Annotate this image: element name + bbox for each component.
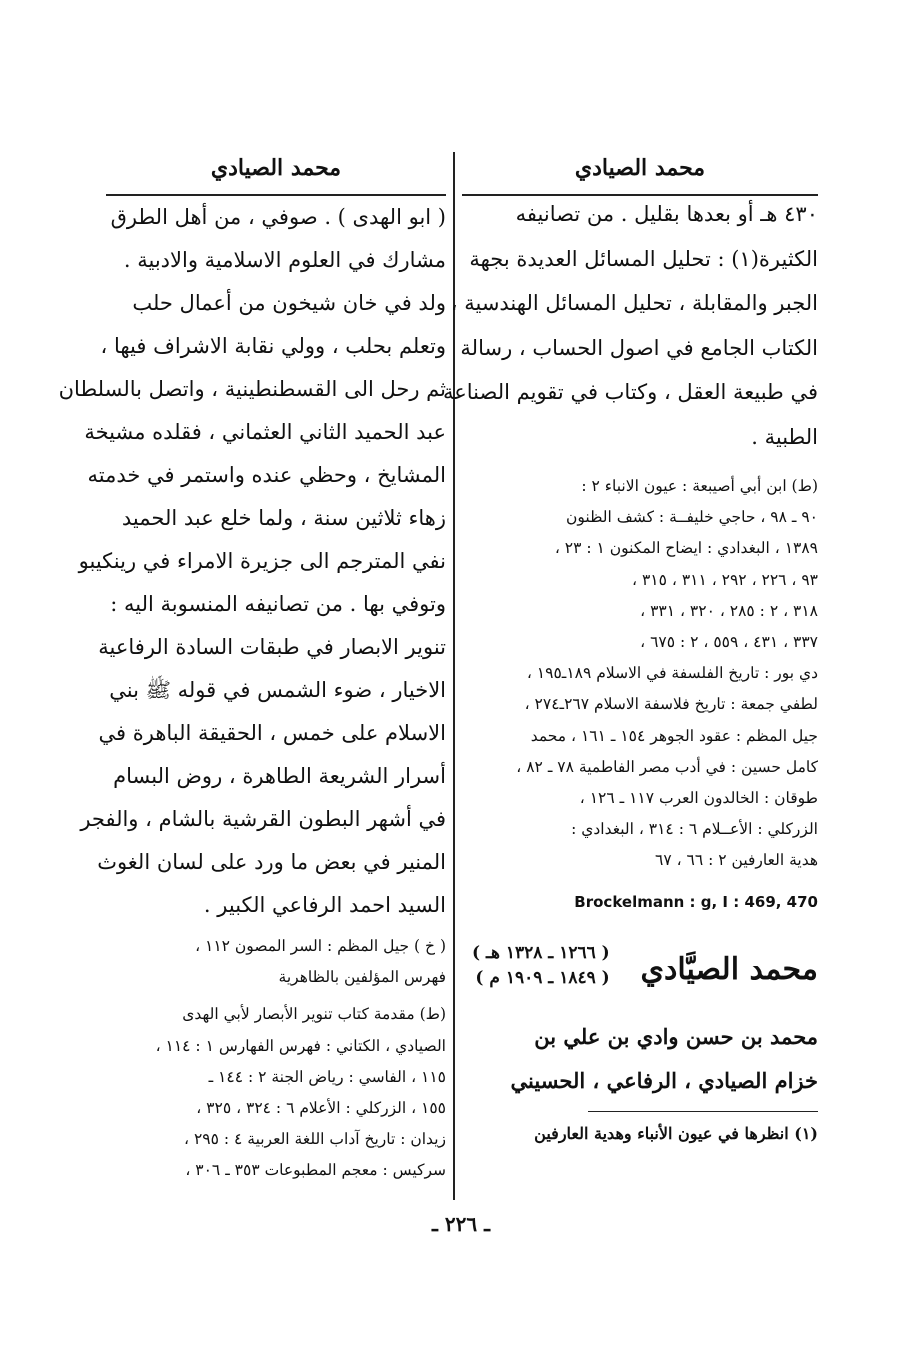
text-line: محمد بن حسن وادي بن علي بن [534,1023,818,1049]
text-line: الكتاب الجامع في اصول الحساب ، رسالة [460,335,818,360]
entry-dates [472,941,610,991]
text-line: ثم رحل الى القسطنطينية ، واتصل بالسلطان [58,377,446,401]
text-line: في طبيعة العقل ، وكتاب في تقويم الصناعة [442,380,818,404]
text-line: الكثيرة(١) : تحليل المسائل العديدة بجهة [469,246,818,271]
gregorian-dates: ( ١٨٤٩ ـ ١٩٠٩ م ) [475,967,610,988]
text-line: وتعلم بحلب ، وولي نقابة الاشراف فيها ، [100,334,446,358]
text-line: الاخيار ، ضوء الشمس في قوله ﷺ بني [109,678,446,702]
ref-line: ٣١٨ ، ٢ : ٢٨٥ ، ٣٢٠ ، ٣٣١ ، [640,601,818,620]
ref-line: كامل حسين : في أدب مصر الفاطمية ٧٨ ـ ٨٢ ، [516,757,818,776]
ref-line: دي بور : تاريخ الفلسفة في الاسلام ١٨٩ـ١٩٥ ، [526,664,818,683]
ref-line: طوقان : الخالدون العرب ١١٧ ـ ١٢٦ ، [579,789,818,808]
text-line: ( ابو الهدى ) . صوفي ، من أهل الطرق [110,205,446,229]
ref-line: الصيادي ، الكتاني : فهرس الفهارس ١ : ١١٤ ، [155,1036,446,1055]
ref-line: ١٥٥ ، الزركلي : الأعلام ٦ : ٣٢٤ ، ٣٢٥ ، [196,1099,446,1118]
right-references [462,471,818,877]
footnote-rule [588,1111,818,1112]
text-line: نفي المترجم الى جزيرة الامراء في رينكيبو [78,549,446,573]
page-number: ـ ٢٢٦ ـ [432,1212,490,1236]
ref-line: ( خ ) جيل المظم : السر المصون ١١٢ ، [195,937,446,955]
text-line: أسرار الشريعة الطاهرة ، روض البسام [113,764,446,788]
new-entry-heading [462,939,818,1013]
ref-line: (ط) ابن أبي أصيبعة : عيون الانباء ٢ : [581,477,818,495]
right-entry-text [442,192,818,459]
new-entry-text [462,1015,818,1103]
text-line: وتوفي بها . من تصانيفه المنسوبة اليه : [110,592,446,616]
right-running-header: محمد الصيادي [574,155,706,181]
ref-line: ٣٣٧ ، ٤٣١ ، ٥٥٩ ، ٢ : ٦٧٥ ، [640,633,818,652]
left-entry-text [58,196,446,927]
text-line: ولد في خان شيخون من أعمال حلب [132,291,446,315]
text-line: المنير في بعض ما ورد على لسان الغوث [97,850,446,874]
text-line: في أشهر البطون القرشية بالشام ، والفجر [80,807,446,831]
footnote: (١) انظرها في عيون الأنباء وهدية العارفين [534,1123,818,1143]
text-line: ٤٣٠ هـ أو بعدها بقليل . من تصانيفه [515,202,818,226]
ref-line: زيدان : تاريخ آداب اللغة العربية ٤ : ٢٩٥ ، [184,1130,446,1149]
text-line: عبد الحميد الثاني العثماني ، فقلده مشيخة [84,420,446,444]
entry-name: محمد الصيَّادي [640,951,818,987]
latin-reference: Brockelmann : g, I : 469, 470 [574,892,818,911]
right-column [442,148,818,1150]
hijri-dates: ( ١٢٦٦ ـ ١٣٢٨ هـ ) [472,942,610,963]
ref-line: الزركلي : الأعــلام ٦ : ٣١٤ ، البغدادي : [571,820,818,839]
text-line: الاسلام على خمس ، الحقيقة الباهرة في [98,721,446,745]
text-line: تنوير الابصار في طبقات السادة الرفاعية [98,635,446,659]
ref-line: فهرس المؤلفين بالظاهرية [278,968,446,987]
text-line: زهاء ثلاثين سنة ، ولما خلع عبد الحميد [121,506,446,530]
left-running-header: محمد الصيادي [210,155,342,181]
text-line: الطبية . [751,424,818,449]
left-printed-refs [106,999,446,1186]
ref-line: (ط) مقدمة كتاب تنوير الأبصار لأبي الهدى [182,1005,446,1024]
ref-line: جيل المظم : عقود الجوهر ١٥٤ ـ ١٦١ ، محمد [530,726,818,745]
left-manuscript-refs [106,931,446,993]
ref-line: هدية العارفين ٢ : ٦٦ ، ٦٧ [655,851,818,870]
ref-line: سركيس : معجم المطبوعات ٣٥٣ ـ ٣٠٦ ، [185,1161,446,1180]
text-line: خزام الصيادي ، الرفاعي ، الحسيني [510,1067,818,1093]
text-line: مشارك في العلوم الاسلامية والادبية . [123,248,446,272]
left-column [58,148,446,1187]
text-line: المشايخ ، وحظي عنده واستمر في خدمته [87,463,446,487]
ref-line: ١١٥ ، الفاسي : رياض الجنة ٢ : ١٤٤ ـ [208,1067,446,1086]
ref-line: ٩٣ ، ٢٢٦ ، ٢٩٢ ، ٣١١ ، ٣١٥ ، [632,570,818,589]
text-line: الجبر والمقابلة ، تحليل المسائل الهندسية ، [450,291,818,315]
text-line: السيد احمد الرفاعي الكبير . [203,893,446,917]
ref-line: ١٣٨٩ ، البغدادي : ايضاح المكنون ١ : ٢٣ ، [554,539,818,558]
ref-line: لطفي جمعة : تاريخ فلاسفة الاسلام ٢٦٧ـ٢٧٤ ، [524,695,818,714]
ref-line: ٩٠ ـ ٩٨ ، حاجي خليفــة : كشف الظنون [566,508,818,527]
